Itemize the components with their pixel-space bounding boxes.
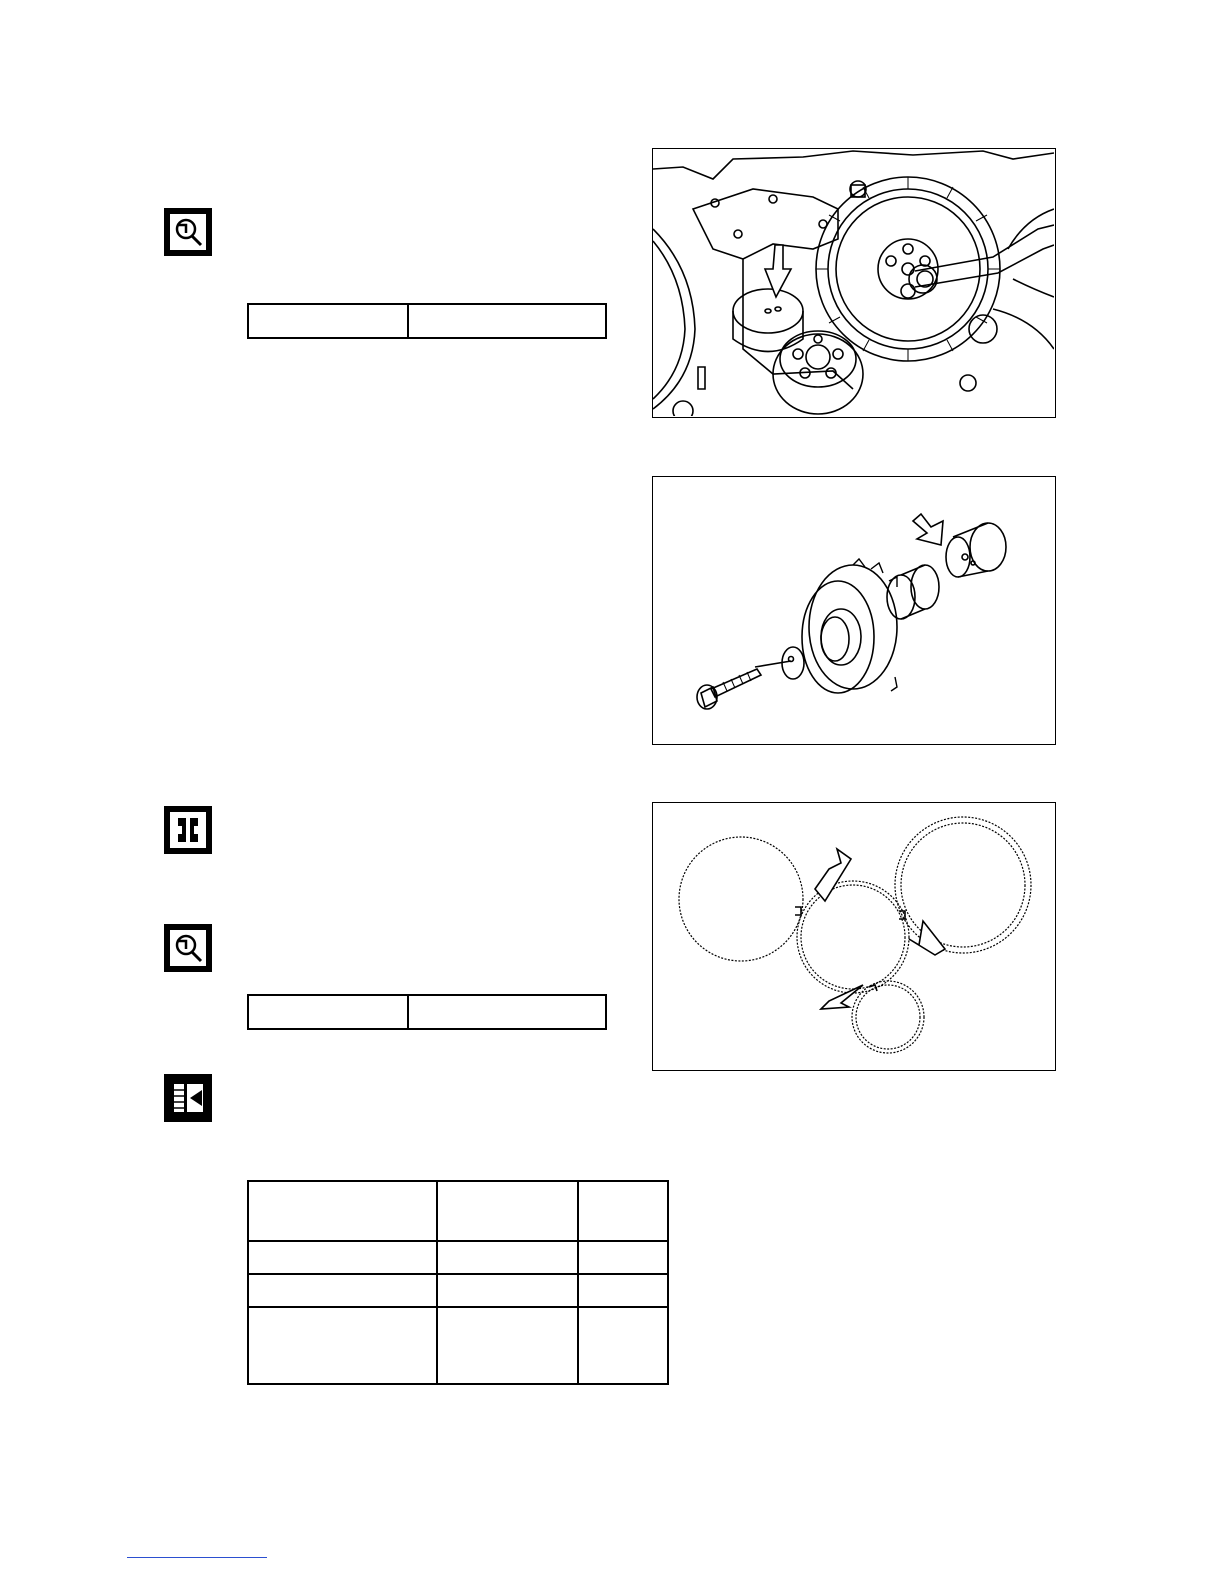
table-cell <box>437 1274 578 1307</box>
spec-table-1-cell-value <box>408 304 606 338</box>
table-row <box>248 1274 668 1307</box>
table-cell <box>437 1307 578 1384</box>
table-cell <box>248 1274 437 1307</box>
ruler-pointer-icon <box>164 1074 212 1122</box>
table-row <box>248 1241 668 1274</box>
table-cell <box>578 1274 668 1307</box>
spec-table-1 <box>247 303 607 339</box>
table-cell <box>437 1181 578 1241</box>
table-cell <box>248 1241 437 1274</box>
figure-gear-alignment-marks <box>652 802 1056 1071</box>
table-cell <box>437 1241 578 1274</box>
table-cell <box>578 1241 668 1274</box>
table-row <box>248 1181 668 1241</box>
spec-table-1-cell-label <box>248 304 408 338</box>
footnote-divider <box>127 1557 267 1558</box>
figure-idler-gear-exploded <box>652 476 1056 745</box>
table-cell <box>578 1307 668 1384</box>
table-row <box>248 1307 668 1384</box>
table-cell <box>248 1307 437 1384</box>
wrench-magnifier-icon <box>164 924 212 972</box>
spec-table-2 <box>247 994 607 1030</box>
calipers-icon <box>164 806 212 854</box>
wrench-magnifier-icon <box>164 208 212 256</box>
spec-table-2-cell-label <box>248 995 408 1029</box>
table-cell <box>248 1181 437 1241</box>
spec-table-2-cell-value <box>408 995 606 1029</box>
data-table <box>247 1180 669 1385</box>
figure-timing-gear-removal <box>652 148 1056 418</box>
table-cell <box>578 1181 668 1241</box>
